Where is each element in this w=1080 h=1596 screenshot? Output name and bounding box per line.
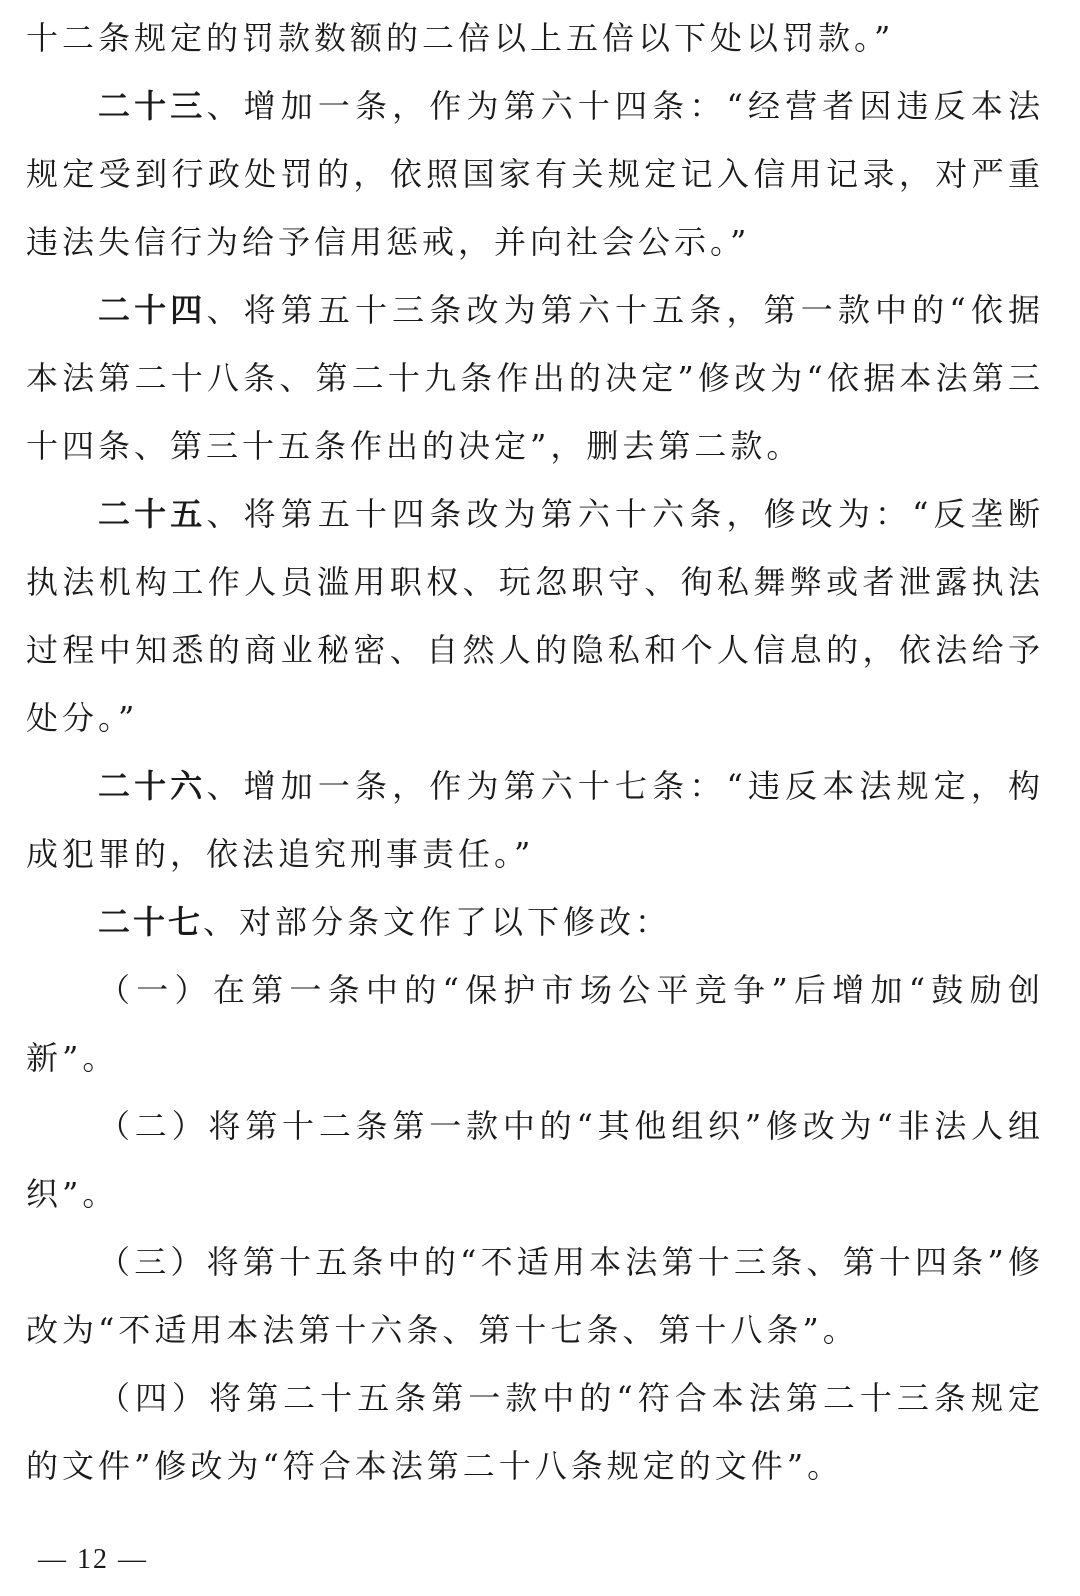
- article-number: 二十四: [98, 291, 207, 329]
- article-text: 、增加一条，作为第六十七条：“违反本法规定，构成犯罪的，依法追究刑事责任。”: [26, 767, 1044, 873]
- article-23: [26, 72, 1044, 276]
- paragraph-continuation: [26, 4, 1044, 72]
- article-text: 、增加一条，作为第六十四条：“经营者因违反本法规定受到行政处罚的，依照国家有关规定记入信用记录，对严重违法失信行为给予信用惩戒，并向社会公示。”: [26, 87, 1044, 261]
- article-number: 二十五: [98, 495, 207, 533]
- article-number: 二十三: [98, 87, 207, 125]
- sub-item-text: （二）将第十二条第一款中的“其他组织”修改为“非法人组织”。: [26, 1107, 1044, 1213]
- sub-item-1: [26, 956, 1044, 1092]
- article-number: 二十七: [98, 903, 204, 941]
- sub-item-2: [26, 1092, 1044, 1228]
- article-text: 、对部分条文作了以下修改：: [203, 903, 672, 941]
- paragraph-text: 十二条规定的罚款数额的二倍以上五倍以下处以罚款。”: [26, 19, 895, 57]
- sub-item-4: [26, 1364, 1044, 1500]
- article-number: 二十六: [98, 767, 207, 805]
- sub-item-text: （一）在第一条中的“保护市场公平竞争”后增加“鼓励创新”。: [26, 971, 1044, 1077]
- article-text: 、将第五十四条改为第六十六条，修改为：“反垄断执法机构工作人员滥用职权、玩忽职守、徇私舞弊或者泄露执法过程中知悉的商业秘密、自然人的隐私和个人信息的，依法给予处分。”: [26, 495, 1044, 737]
- page-number: — 12 —: [38, 1544, 148, 1575]
- article-26: [26, 752, 1044, 888]
- sub-item-text: （四）将第二十五条第一款中的“符合本法第二十三条规定的文件”修改为“符合本法第二十八条规定的文件”。: [26, 1379, 1044, 1485]
- article-24: [26, 276, 1044, 480]
- sub-item-3: [26, 1228, 1044, 1364]
- article-27: [26, 888, 1044, 956]
- article-text: 、将第五十三条改为第六十五条，第一款中的“依据本法第二十八条、第二十九条作出的决定”修改为“依据本法第三十四条、第三十五条作出的决定”，删去第二款。: [26, 291, 1044, 465]
- article-25: [26, 480, 1044, 752]
- document-body: [26, 4, 1044, 1500]
- sub-item-text: （三）将第十五条中的“不适用本法第十三条、第十四条”修改为“不适用本法第十六条、第十七条、第十八条”。: [26, 1243, 1044, 1349]
